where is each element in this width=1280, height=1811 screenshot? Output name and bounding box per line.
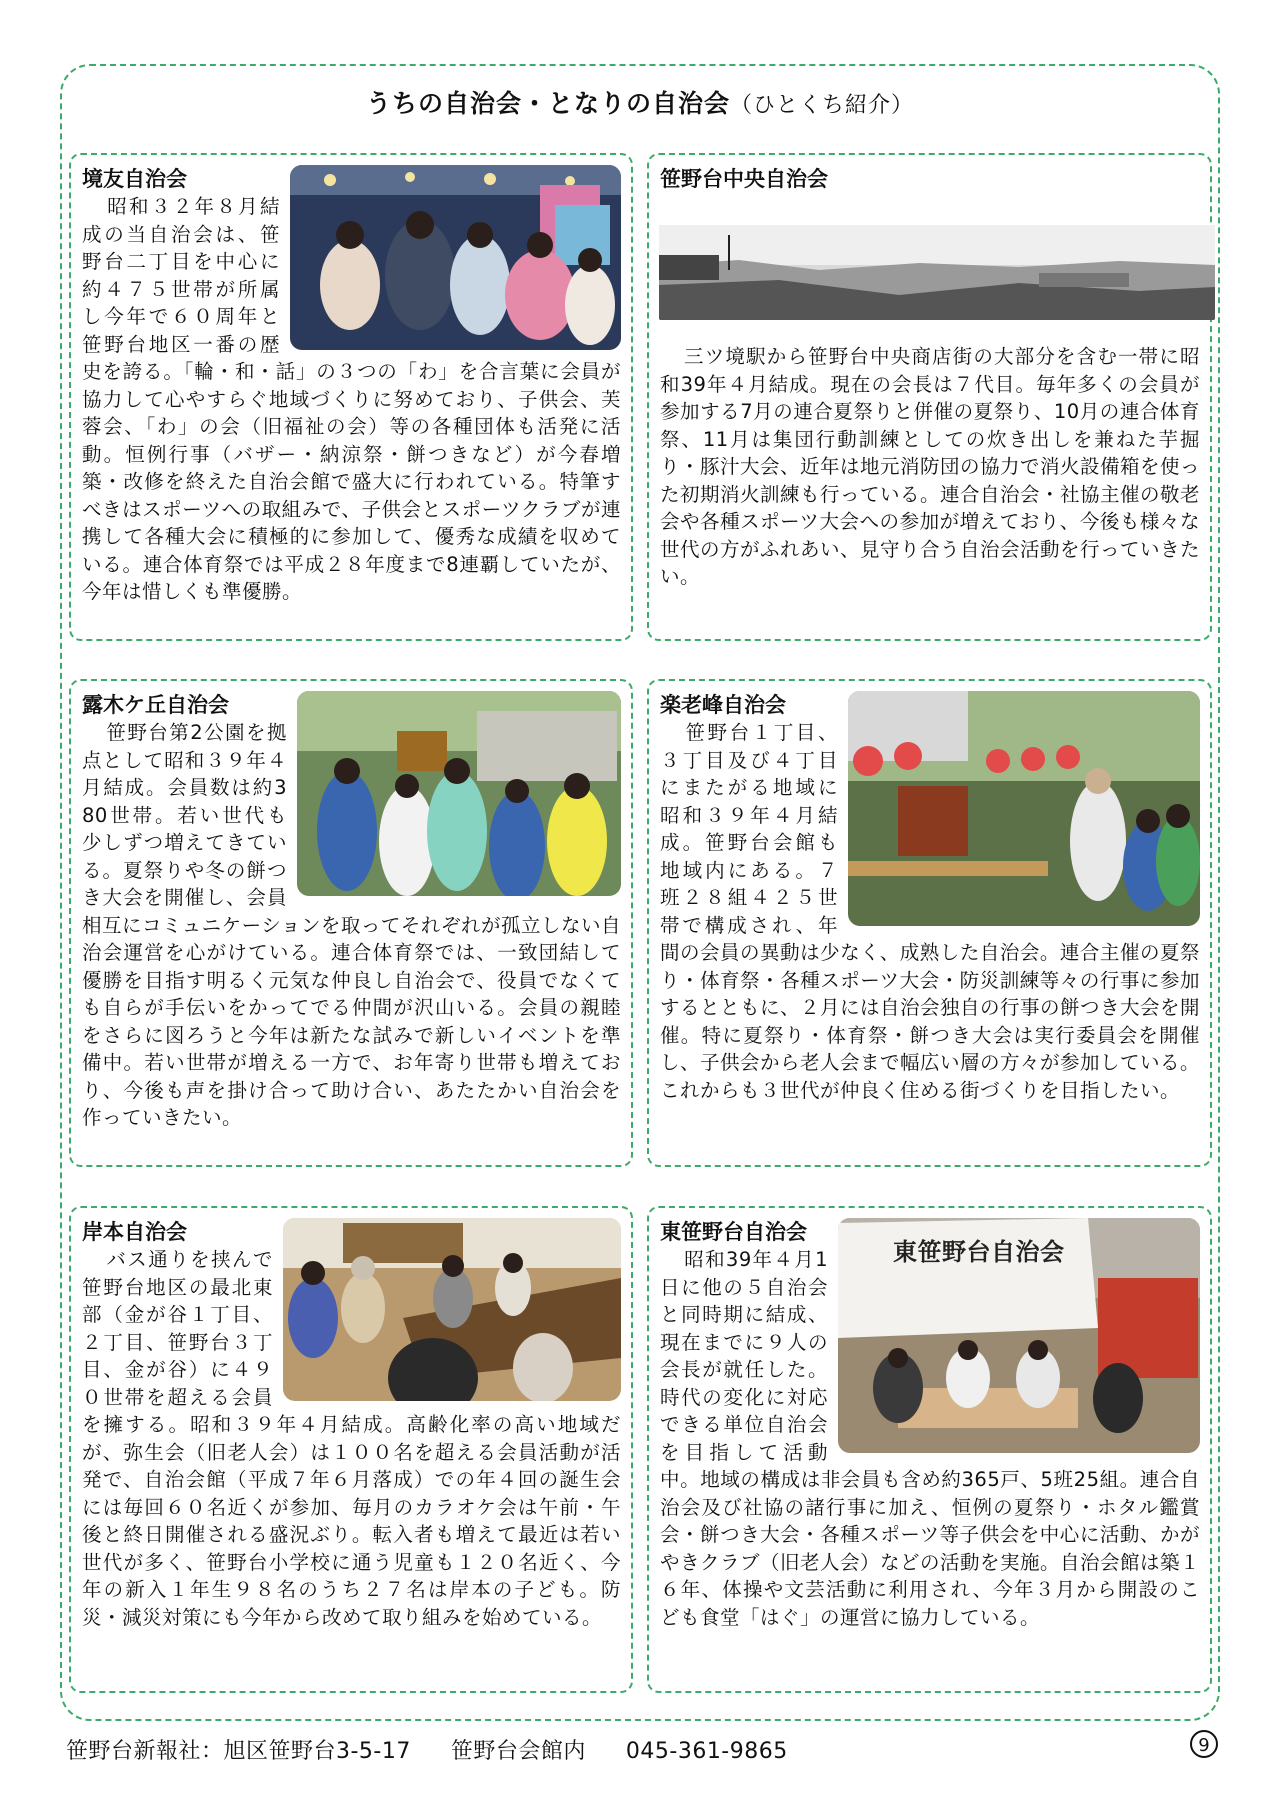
photo-kishimoto-gathering xyxy=(283,1218,621,1401)
association-text-lead: 昭和３２年８月結成の当自治会は、笹野台二丁目を中心に約４７５世帯が所属し今年で６０周年と笹野台地区一番の歴 xyxy=(82,195,280,356)
photo-rakuroho-festival xyxy=(848,691,1200,926)
tent-sign-text: 東笹野台自治会 xyxy=(893,1237,1065,1266)
footer xyxy=(66,1734,828,1765)
association-card-higashi-sasanodai xyxy=(647,1206,1212,1693)
association-text-lead: 笹野台１丁目、３丁目及び４丁目にまたがる地域に昭和３９年４月結成。笹野台会館も地域内にある。７班２８組４２５世帯で構成され、年 xyxy=(660,721,838,937)
association-name: 東笹野台自治会 xyxy=(660,1220,807,1244)
photo-chuo-historic xyxy=(659,225,1215,320)
association-text xyxy=(660,691,1200,1104)
association-name: 楽老峰自治会 xyxy=(660,693,786,717)
association-text-rest: は非会員も含め約365戸、5班25組。連合自治会及び社協の諸行事に加え、恒例の夏祭り・ホタル鑑賞会・餅つき大会・各種スポーツ等子供会を中心に活動、かがやきクラブ（旧老人会）などの活動を実施。自治会館は築１６年、体操や文芸活動に利用され、今年３月から開設のこども食堂「はぐ」の運営に協力している。 xyxy=(660,1468,1201,1629)
association-text-lead: バス通りを挟んで笹野台地区の最北東部（金が谷１丁目、２丁目、笹野台３丁目、金が谷）に４９０世帯を超える会員 xyxy=(82,1248,273,1409)
association-name: 露木ケ丘自治会 xyxy=(82,693,229,717)
association-text xyxy=(82,165,621,606)
association-text-rest: を擁する。昭和３９年４月結成。高齢化率の高い地域だが、弥生会（旧老人会）は１００名を超える会員活動が活発で、自治会館（平成７年６月落成）での年４回の誕生会には毎回６０名近くが参加、毎月のカラオケ会は午前・午後と終日開催される盛況ぶり。転入者も増えて最近は若い世代が多く、笹野台小学校に通う児童も１２０名近く、今年の新入１年生９８名のうち２７名は岸本の子ども。防災・減災対策にも今年から改めて取り組みを始めている。 xyxy=(82,1413,621,1629)
association-text xyxy=(82,1218,621,1631)
association-text-rest: 催し、会員相互にコミュニケーションを取ってそれぞれが孤立しない自治会運営を心がけている。連合体育祭では、一致団結して優勝を目指す明るく元気な仲良し自治会で、役員でなくても自らが手伝いをかってでる仲間が沢山いる。会員の親睦をさらに図ろうと今年は新たな試みで新しいイベントを準備中。若い世帯が増える一方で、お年寄り世帯も増えており、今後も声を掛け合って助け合い、あたたかい自治会を作っていきたい。 xyxy=(82,886,621,1129)
association-name: 笹野台中央自治会 xyxy=(660,167,828,191)
footer-publisher: 笹野台新報社：旭区笹野台3-5-17 xyxy=(66,1739,411,1764)
association-name: 岸本自治会 xyxy=(82,1220,187,1244)
association-card-tsuyukigaoka xyxy=(69,679,633,1167)
association-text-lead: 昭和39年４月1日に他の５自治会と同時期に結成、現在までに９人の会長が就任した。時代の変化に対応できる単位自治会を目指して活動中。地域の構成 xyxy=(660,1248,828,1491)
photo-higashi-sasanodai-tent xyxy=(838,1218,1200,1453)
title-main: うちの自治会・となりの自治会 xyxy=(365,89,730,118)
page-number: 9 xyxy=(1190,1730,1218,1758)
association-card-chuo xyxy=(647,153,1212,641)
footer-phone: 045-361-9865 xyxy=(625,1739,788,1764)
association-text-rest: 史を誇る。「輪・和・話」の３つの「わ」を合言葉に会員が協力して心やすらぐ地域づくりに努めており、子供会、芙蓉会、「わ」の会（旧福祉の会）等の各種団体も活発に活動。恒例行事（バザー・納涼祭・餅つきなど）が今春増築・改修を終えた自治会館で盛大に行われている。特筆すべきはスポーツへの取組みで、子供会とスポーツクラブが連携して各種大会に積極的に参加して、優秀な成績を収めている。連合体育祭では平成２８年度まで8連覇していたが、今年は惜しくも準優勝。 xyxy=(82,360,621,603)
association-text-rest: 三ツ境駅から笹野台中央商店街の大部分を含む一帯に昭和39年４月結成。現在の会長は７代目。毎年多くの会員が参加する7月の連合夏祭りと併催の夏祭り、10月の連合体育祭、11月は集団行動訓練としての炊き出しを兼ねた芋掘り・豚汁大会、近年は地元消防団の協力で消火設備箱を使った初期消火訓練も行っている。連合自治会・社協主催の敬老会や各種スポーツ大会への参加が増えており、今後も様々な世代の方がふれあい、見守り合う自治会活動を行っていきたい。 xyxy=(660,345,1201,588)
association-text-lead: 笹野台第2公園を拠点として昭和３９年４月結成。会員数は約380世帯。若い世代も少しずつ増えてきている。夏祭りや冬の餅つき大会を開 xyxy=(82,721,287,909)
association-text xyxy=(660,1218,1200,1631)
association-text-rest: 間の会員の異動は少なく、成熟した自治会。連合主催の夏祭り・体育祭・各種スポーツ大会・防災訓練等々の行事に参加するとともに、２月には自治会独自の行事の餅つき大会を開催。特に夏祭り・体育祭・餅つき大会は実行委員会を開催し、子供会から老人会まで幅広い層の方々が参加している。これからも３世代が仲良く住める街づくりを目指したい。 xyxy=(660,941,1201,1102)
title-subtitle: （ひとくち紹介） xyxy=(730,93,915,118)
association-card-kyoyu xyxy=(69,153,633,641)
photo-tsuyukigaoka-mikoshi xyxy=(297,691,621,896)
footer-location: 笹野台会館内 xyxy=(450,1739,586,1764)
photo-kyoyu-festival xyxy=(290,165,621,350)
association-text xyxy=(82,691,621,1132)
association-card-kishimoto xyxy=(69,1206,633,1693)
association-card-rakuroho xyxy=(647,679,1212,1167)
association-text xyxy=(660,343,1200,591)
page-title xyxy=(0,84,1280,120)
association-name: 境友自治会 xyxy=(82,167,187,191)
